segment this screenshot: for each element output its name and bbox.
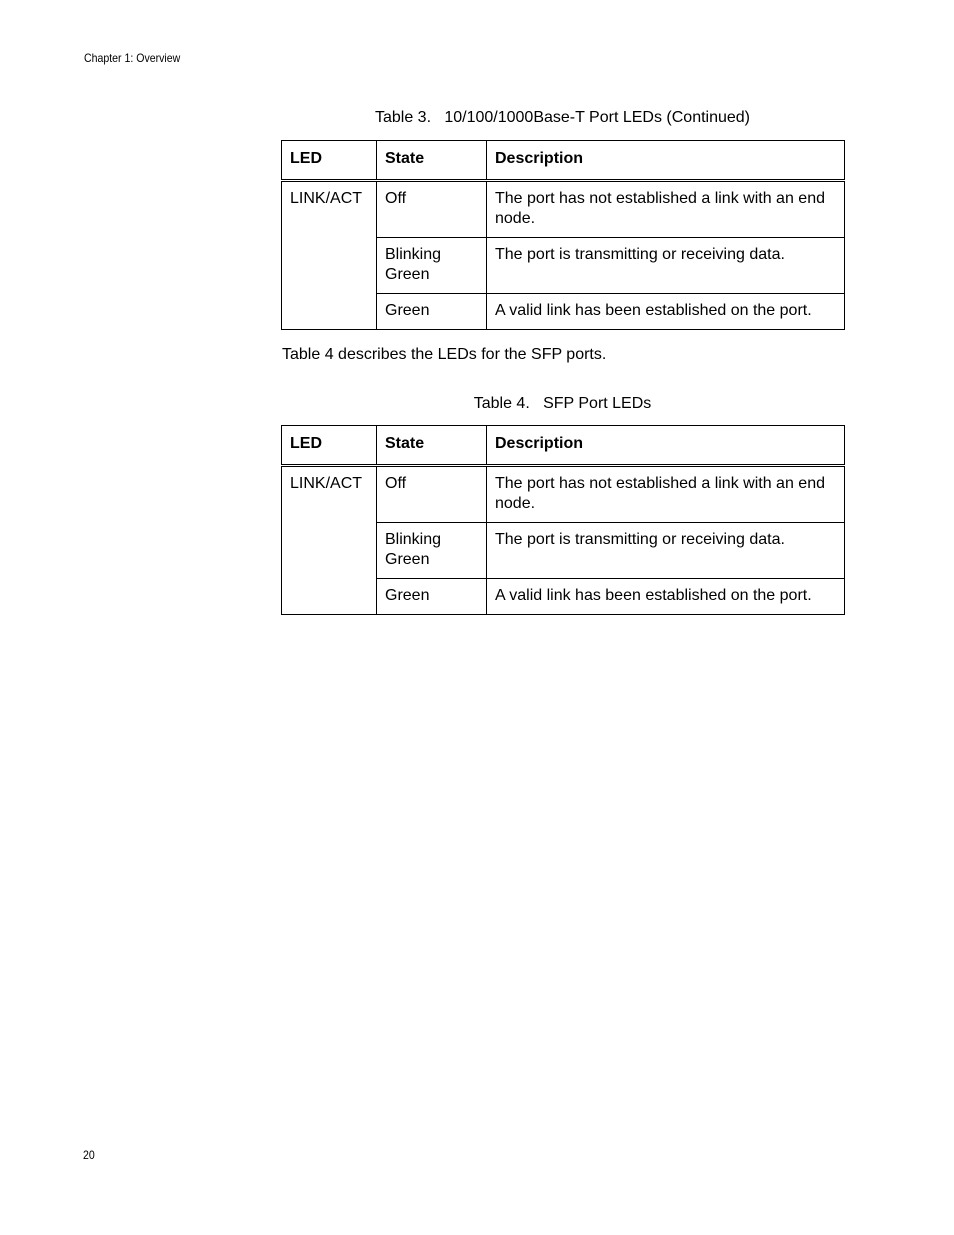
description-cell: The port has not established a link with an end node. (487, 466, 845, 523)
state-cell: Blinking Green (377, 238, 487, 294)
led-name-cell: LINK/ACT (282, 466, 377, 615)
state-cell: Off (377, 181, 487, 238)
state-cell: Blinking Green (377, 523, 487, 579)
description-cell: The port is transmitting or receiving data. (487, 523, 845, 579)
column-header-led: LED (282, 141, 377, 181)
led-name-cell: LINK/ACT (282, 181, 377, 330)
table3 (281, 140, 845, 330)
state-cell: Off (377, 466, 487, 523)
column-header-description: Description (487, 141, 845, 181)
state-cell: Green (377, 579, 487, 615)
description-cell: The port has not established a link with an end node. (487, 181, 845, 238)
table-row (282, 466, 845, 523)
description-cell: A valid link has been established on the port. (487, 294, 845, 330)
column-header-led: LED (282, 426, 377, 466)
column-header-description: Description (487, 426, 845, 466)
table-row (282, 181, 845, 238)
state-cell: Green (377, 294, 487, 330)
table4-caption: Table 4. SFP Port LEDs (473, 395, 652, 412)
table4 (281, 425, 845, 615)
page-number: 20 (83, 1148, 95, 1162)
table-header-row (282, 141, 845, 181)
column-header-state: State (377, 426, 487, 466)
description-cell: A valid link has been established on the port. (487, 579, 845, 615)
column-header-state: State (377, 141, 487, 181)
description-cell: The port is transmitting or receiving data. (487, 238, 845, 294)
intro-paragraph: Table 4 describes the LEDs for the SFP ports. (282, 346, 607, 363)
table-header-row (282, 426, 845, 466)
running-header: Chapter 1: Overview (84, 51, 181, 65)
table3-caption: Table 3. 10/100/1000Base-T Port LEDs (Continued) (374, 109, 751, 126)
